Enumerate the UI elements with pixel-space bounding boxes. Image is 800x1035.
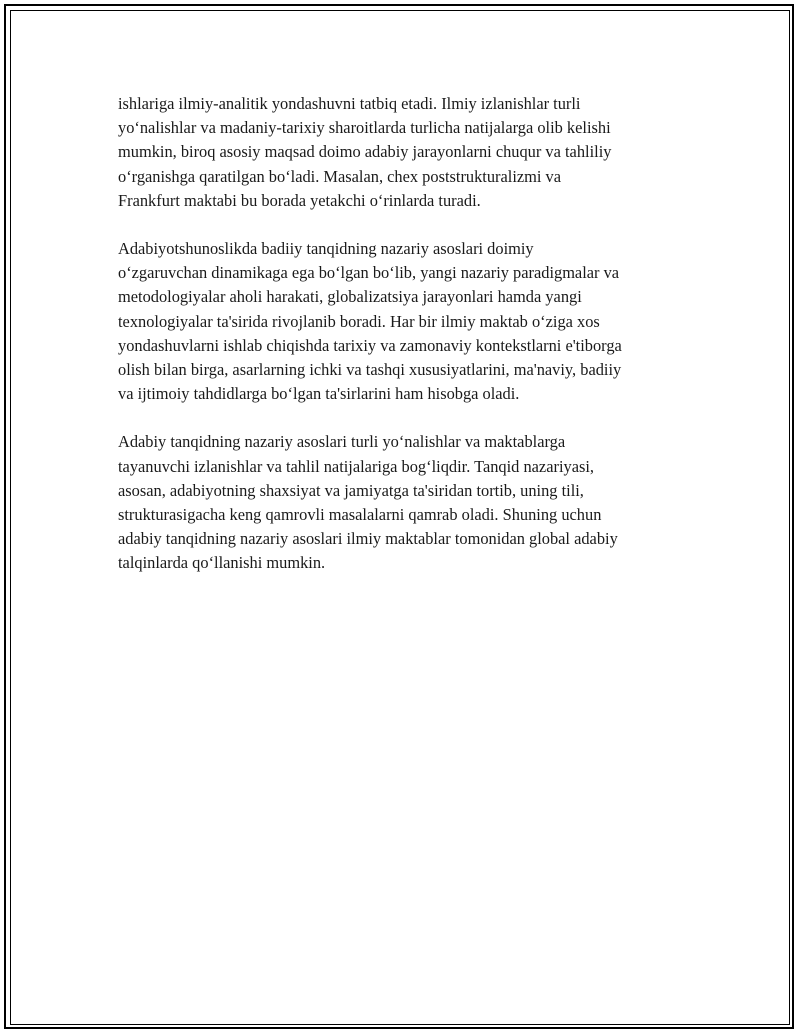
text-line: yo‘nalishlar va madaniy-tarixiy sharoitlarda turlicha natijalarga olib kelishi [118, 118, 611, 138]
text-line: va ijtimoiy tahdidlarga bo‘lgan ta'sirlarini ham hisobga oladi. [118, 384, 520, 404]
text-line: Frankfurt maktabi bu borada yetakchi o‘rinlarda turadi. [118, 190, 481, 210]
text-line: texnologiyalar ta'sirida rivojlanib boradi. Har bir ilmiy maktab o‘ziga xos [118, 311, 600, 331]
paragraph-3 [118, 430, 698, 575]
text-line: tayanuvchi izlanishlar va tahlil natijalariga bog‘liqdir. Tanqid nazariyasi, [118, 456, 594, 476]
text-line: Adabiy tanqidning nazariy asoslari turli yo‘nalishlar va maktablarga [118, 432, 566, 452]
text-line: adabiy tanqidning nazariy asoslari ilmiy maktablar tomonidan global adabiy [118, 529, 618, 549]
text-line: olish bilan birga, asarlarning ichki va tashqi xususiyatlarini, ma'naviy, badiiy [118, 360, 622, 380]
text-line: asosan, adabiyotning shaxsiyat va jamiyatga ta'siridan tortib, uning tili, [118, 480, 584, 500]
text-line: yondashuvlarni ishlab chiqishda tarixiy va zamonaviy kontekstlarni e'tiborga [118, 335, 622, 355]
document-body [118, 92, 698, 600]
text-line: talqinlarda qo‘llanishi mumkin. [118, 553, 326, 573]
text-line: o‘zgaruvchan dinamikaga ega bo‘lgan bo‘lib, yangi nazariy paradigmalar va [118, 263, 620, 283]
text-line: strukturasigacha keng qamrovli masalalarni qamrab oladi. Shuning uchun [118, 505, 602, 525]
text-line: metodologiyalar aholi harakati, globalizatsiya jarayonlari hamda yangi [118, 287, 582, 307]
text-line: Adabiyotshunoslikda badiiy tanqidning nazariy asoslari doimiy [118, 239, 534, 259]
text-line: mumkin, biroq asosiy maqsad doimo adabiy jarayonlarni chuqur va tahliliy [118, 142, 612, 162]
text-line: ishlariga ilmiy-analitik yondashuvni tatbiq etadi. Ilmiy izlanishlar turli [118, 94, 581, 113]
paragraph-2 [118, 237, 698, 406]
paragraph-1 [118, 92, 698, 213]
text-line: o‘rganishga qaratilgan bo‘ladi. Masalan, chex poststrukturalizmi va [118, 166, 562, 186]
